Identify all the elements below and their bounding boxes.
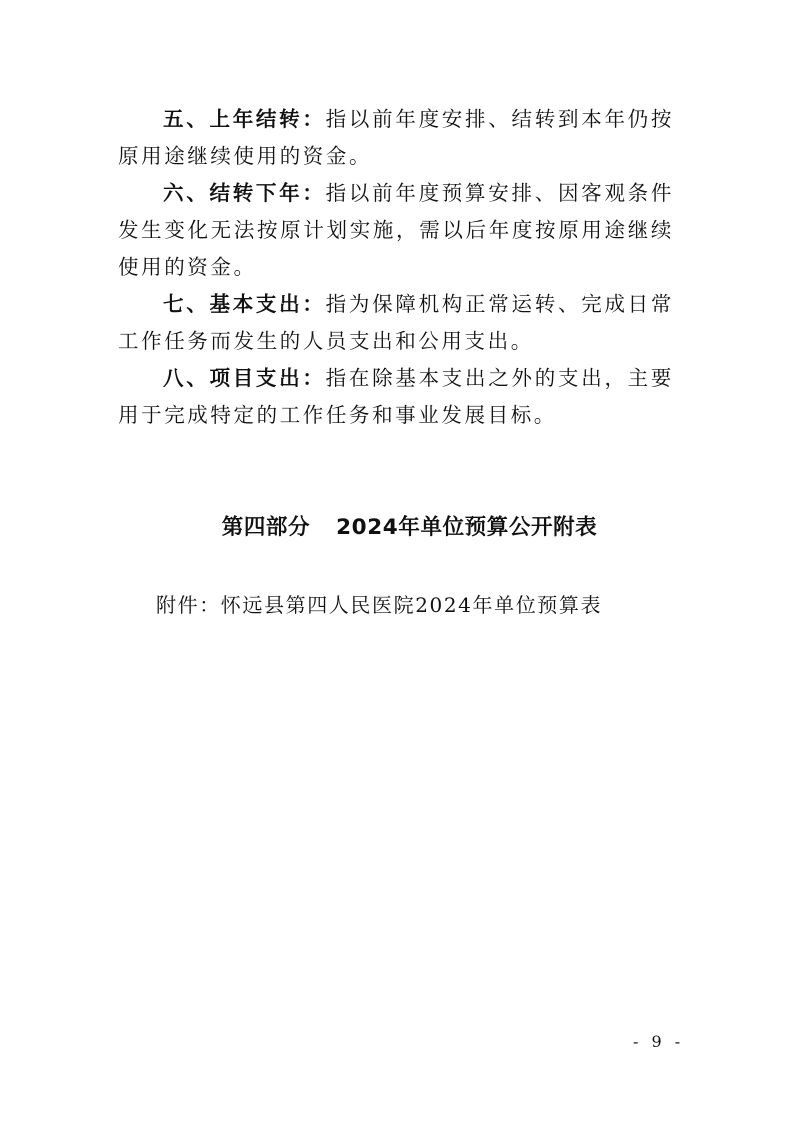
term-project-expenditure: 八、项目支出： (163, 366, 326, 390)
term-basic-expenditure: 七、基本支出： (163, 292, 326, 316)
paragraph-basic-expenditure (118, 286, 674, 360)
paragraph-carryover-last-year (118, 101, 674, 175)
definition-project-expenditure: 指在除基本支出之外的支出，主要用于完成特定的工作任务和事业发展目标。 (118, 366, 675, 427)
term-carryover-next-year: 六、结转下年： (163, 181, 326, 205)
section-title-text: 2024年单位预算公开附表 (336, 515, 598, 540)
section-heading (0, 508, 793, 548)
term-carryover-last-year: 五、上年结转： (163, 107, 326, 131)
attachment-note: 附件：怀远县第四人民医院2024年单位预算表 (156, 593, 603, 617)
definition-basic-expenditure: 指为保障机构正常运转、完成日常工作任务而发生的人员支出和公用支出。 (118, 292, 675, 353)
definition-carryover-last-year: 指以前年度安排、结转到本年仍按原用途继续使用的资金。 (118, 107, 675, 168)
section-part-label: 第四部分 (221, 515, 311, 540)
paragraph-project-expenditure (118, 360, 674, 434)
page-number: - 9 - (633, 1032, 685, 1051)
definition-carryover-next-year: 指以前年度预算安排、因客观条件发生变化无法按原计划实施，需以后年度按原用途继续使用的资金。 (118, 181, 675, 279)
paragraph-carryover-next-year (118, 175, 674, 286)
